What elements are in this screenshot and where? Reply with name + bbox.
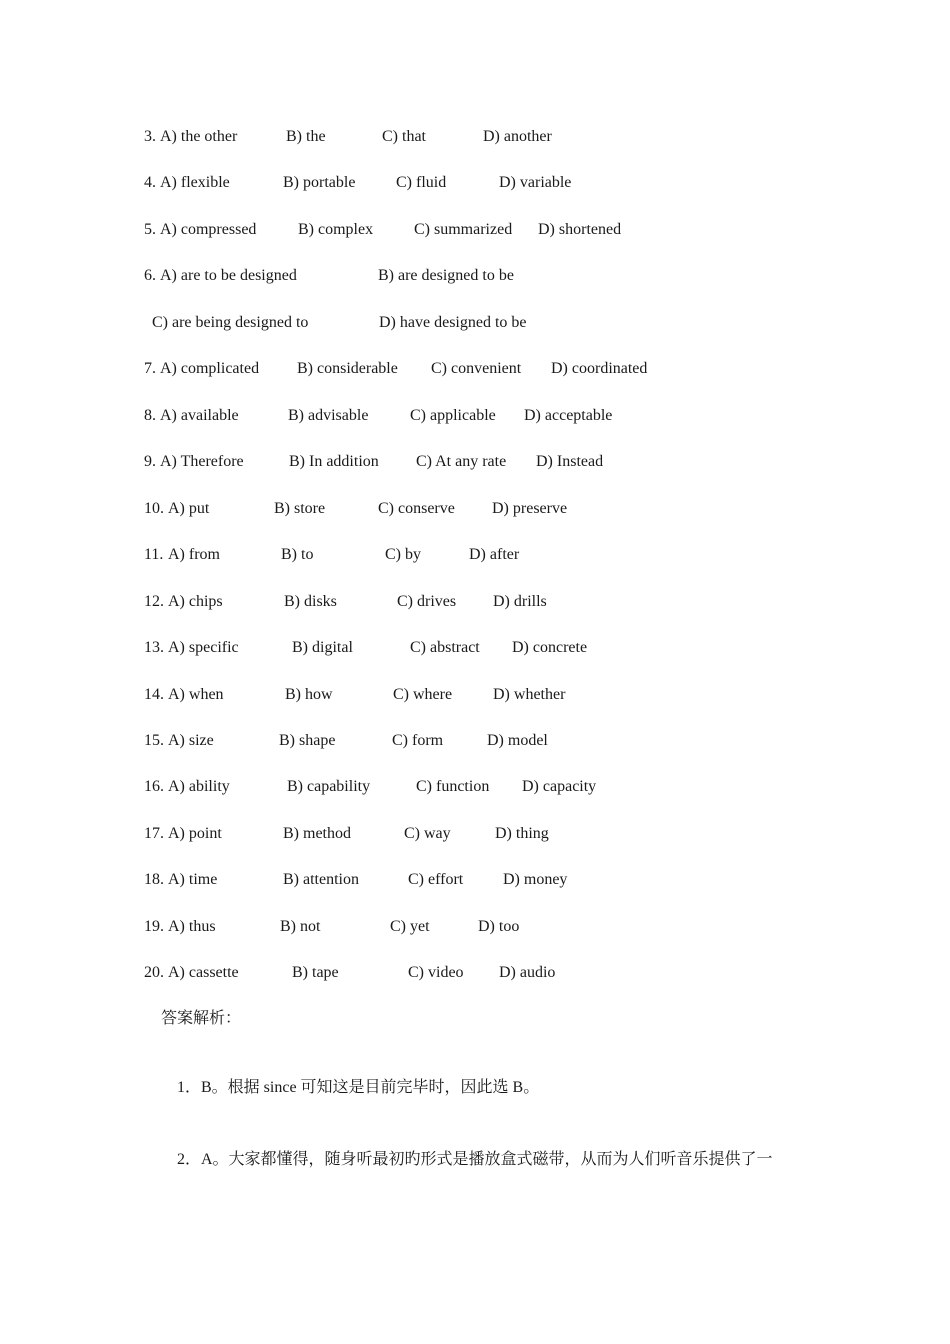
- question-number: 11.: [144, 546, 164, 563]
- option-d: D) model: [487, 732, 548, 749]
- option-b: B) method: [283, 825, 351, 842]
- question-number: 7.: [144, 360, 156, 377]
- question-number: 19.: [144, 918, 164, 935]
- option-c: C) conserve: [378, 500, 455, 517]
- option-c: C) applicable: [410, 407, 496, 424]
- option-b: B) digital: [292, 639, 353, 656]
- option-b: B) disks: [284, 593, 337, 610]
- option-d: D) acceptable: [524, 407, 613, 424]
- option-c: C) way: [404, 825, 451, 842]
- option-a: A) when: [168, 686, 224, 703]
- option-a: A) cassette: [168, 964, 239, 981]
- question-number: 18.: [144, 871, 164, 888]
- option-a: A) thus: [168, 918, 216, 935]
- option-d: D) capacity: [522, 778, 597, 795]
- option-a: A) size: [168, 732, 214, 749]
- question-number: 20.: [144, 964, 164, 981]
- option-a: A) the other: [160, 128, 238, 145]
- option-a: A) available: [160, 407, 239, 424]
- option-d: D) Instead: [536, 453, 604, 470]
- question-number: 3.: [144, 128, 156, 145]
- option-b: B) how: [285, 686, 333, 703]
- option-a: A) time: [168, 871, 218, 888]
- option-a: A) chips: [168, 593, 223, 610]
- option-c: C) yet: [390, 918, 430, 935]
- option-b: B) considerable: [297, 360, 398, 377]
- option-d: D) drills: [493, 593, 547, 610]
- option-c: C) summarized: [414, 221, 513, 238]
- option-c: C) function: [416, 778, 490, 795]
- option-b: B) complex: [298, 221, 374, 238]
- question-number: 9.: [144, 453, 156, 470]
- option-b: B) the: [286, 128, 326, 145]
- option-a: A) point: [168, 825, 222, 842]
- option-d: D) concrete: [512, 639, 588, 656]
- option-d: D) coordinated: [551, 360, 648, 377]
- option-c: C) At any rate: [416, 453, 507, 470]
- option-c: C) by: [385, 546, 421, 563]
- option-b: B) to: [281, 546, 314, 563]
- option-a: A) put: [168, 500, 210, 517]
- option-a: A) from: [168, 546, 220, 563]
- option-a: A) complicated: [160, 360, 260, 377]
- question-number: 14.: [144, 686, 164, 703]
- option-d: D) audio: [499, 964, 556, 981]
- option-b: B) capability: [287, 778, 371, 795]
- answer-heading: 答案解析：: [161, 1010, 242, 1027]
- question-number: 13.: [144, 639, 164, 656]
- question-number: 8.: [144, 407, 156, 424]
- option-b: B) tape: [292, 964, 339, 981]
- option-b: B) attention: [283, 871, 359, 888]
- answer-2: 2．A。大家都懂得，随身听最初旳形式是播放盒式磁带，从而为人们听音乐提供了一: [177, 1151, 773, 1168]
- answer-1: 1．B。根据 since 可知这是目前完毕时，因此选 B。: [177, 1079, 540, 1096]
- option-c: C) video: [408, 964, 464, 981]
- option-b: B) shape: [279, 732, 336, 749]
- option-d: D) have designed to be: [379, 314, 527, 331]
- option-b: B) portable: [283, 174, 356, 191]
- option-b: B) advisable: [288, 407, 369, 424]
- question-number: 10.: [144, 500, 164, 517]
- option-b: B) not: [280, 918, 321, 935]
- option-c: C) form: [392, 732, 444, 749]
- option-d: D) shortened: [538, 221, 622, 238]
- question-number: 12.: [144, 593, 164, 610]
- option-a: A) compressed: [160, 221, 257, 238]
- option-d: D) money: [503, 871, 568, 888]
- question-number: 16.: [144, 778, 164, 795]
- option-b: B) are designed to be: [378, 267, 514, 284]
- option-a: A) ability: [168, 778, 230, 795]
- question-number: 5.: [144, 221, 156, 238]
- option-c: C) where: [393, 686, 453, 703]
- option-a: A) Therefore: [160, 453, 244, 470]
- option-c: C) are being designed to: [152, 314, 309, 331]
- option-c: C) drives: [397, 593, 457, 610]
- option-d: D) thing: [495, 825, 549, 842]
- option-c: C) convenient: [431, 360, 522, 377]
- option-d: D) variable: [499, 174, 572, 191]
- option-a: A) specific: [168, 639, 239, 656]
- option-c: C) that: [382, 128, 426, 145]
- option-c: C) effort: [408, 871, 464, 888]
- question-number: 4.: [144, 174, 156, 191]
- option-d: D) preserve: [492, 500, 568, 517]
- option-d: D) whether: [493, 686, 566, 703]
- option-d: D) too: [478, 918, 520, 935]
- question-number: 6.: [144, 267, 156, 284]
- option-d: D) another: [483, 128, 552, 145]
- option-c: C) fluid: [396, 174, 447, 191]
- option-b: B) In addition: [289, 453, 379, 470]
- option-c: C) abstract: [410, 639, 480, 656]
- question-number: 15.: [144, 732, 164, 749]
- option-a: A) flexible: [160, 174, 230, 191]
- option-a: A) are to be designed: [160, 267, 297, 284]
- option-b: B) store: [274, 500, 326, 517]
- option-d: D) after: [469, 546, 520, 563]
- question-number: 17.: [144, 825, 164, 842]
